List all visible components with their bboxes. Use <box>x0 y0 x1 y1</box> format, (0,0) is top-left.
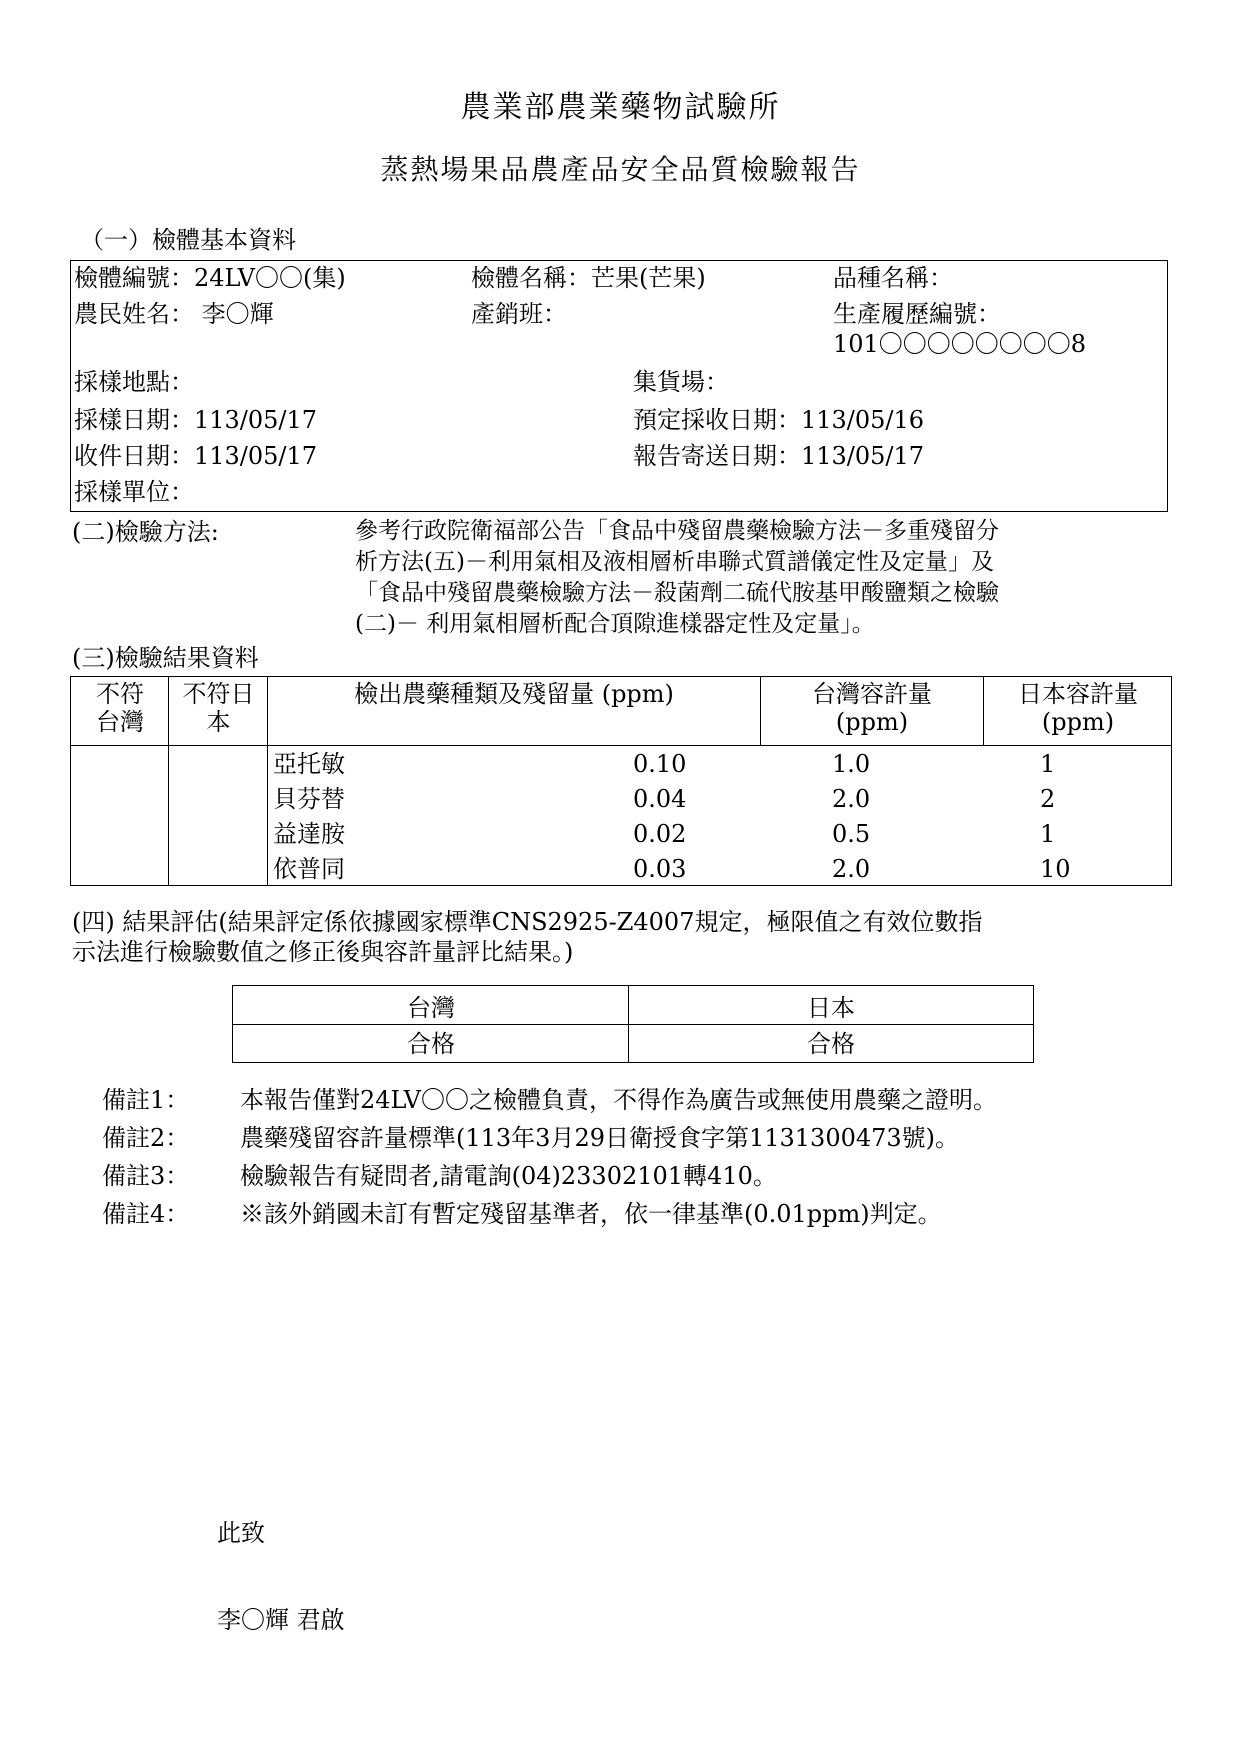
method-line-4: (二)－ 利用氣相層析配合頂隙進樣器定性及定量」。 <box>355 611 875 637</box>
farmer-name: 農民姓名： 李〇輝 <box>74 300 274 328</box>
note-text: ※該外銷國未訂有暫定殘留基準者，依一律基準(0.01ppm)判定。 <box>240 1200 942 1228</box>
recipient: 李〇輝 君啟 <box>217 1606 345 1634</box>
tw-limit-value: 1.0 <box>832 750 871 778</box>
org-title: 農業部農業藥物試驗所 <box>460 90 781 125</box>
basic-info-box <box>70 260 1168 512</box>
eval-header-jp: 日本 <box>807 994 855 1022</box>
section3-heading: (三)檢驗結果資料 <box>72 644 259 672</box>
residue-value: 0.03 <box>633 855 687 883</box>
residue-value: 0.04 <box>633 785 687 813</box>
tw-limit-value: 2.0 <box>832 785 871 813</box>
report-date: 報告寄送日期：113/05/17 <box>633 442 925 470</box>
note-label: 備註1： <box>102 1086 190 1114</box>
th-tw-fail-2: 台灣 <box>96 708 144 736</box>
jp-limit-value: 2 <box>1040 785 1056 813</box>
method-line-3: 「食品中殘留農藥檢驗方法－殺菌劑二硫代胺基甲酸鹽類之檢驗 <box>355 580 999 606</box>
sample-no: 檢體編號：24LV〇〇(集) <box>74 264 346 292</box>
th-pesticide: 檢出農藥種類及殘留量 (ppm) <box>354 680 674 708</box>
pesticide-name: 貝芬替 <box>273 785 345 813</box>
sample-site: 採樣地點： <box>74 368 194 396</box>
variety: 品種名稱： <box>833 264 953 292</box>
eval-result-jp: 合格 <box>807 1030 855 1058</box>
residue-value: 0.10 <box>633 750 687 778</box>
sample-name: 檢體名稱：芒果(芒果) <box>471 264 706 292</box>
eval-result-tw: 合格 <box>407 1030 455 1058</box>
note-text: 檢驗報告有疑問者,請電詢(04)23302101轉410。 <box>240 1162 777 1190</box>
jp-limit-value: 1 <box>1040 750 1056 778</box>
pesticide-name: 依普同 <box>273 855 345 883</box>
th-tw-fail-1: 不符 <box>96 680 144 708</box>
receive-date: 收件日期：113/05/17 <box>74 442 318 470</box>
tw-limit-value: 0.5 <box>832 820 871 848</box>
residue-value: 0.02 <box>633 820 687 848</box>
section4-line-1: (四) 結果評估(結果評定係依據國家標準CNS2925-Z4007規定，極限值之有效位數指 <box>72 908 983 936</box>
jp-limit-value: 1 <box>1040 820 1056 848</box>
note-label: 備註2： <box>102 1124 190 1152</box>
collection-site: 集貨場： <box>633 368 729 396</box>
pesticide-name: 益達胺 <box>273 820 345 848</box>
note-text: 本報告僅對24LV〇〇之檢體負責，不得作為廣告或無使用農藥之證明。 <box>240 1086 997 1114</box>
method-line-2: 析方法(五)－利用氣相及液相層析串聯式質譜儀定性及定量」及 <box>355 549 994 575</box>
coop: 產銷班： <box>471 300 567 328</box>
trace-label: 生產履歷編號： <box>833 300 1001 328</box>
th-tw-limit-2: (ppm) <box>835 708 909 736</box>
eval-header-tw: 台灣 <box>407 994 455 1022</box>
note-label: 備註4： <box>102 1200 190 1228</box>
harvest-date: 預定採收日期：113/05/16 <box>633 406 925 434</box>
section2-heading: (二)檢驗方法: <box>72 518 219 546</box>
th-jp-limit-1: 日本容許量 <box>1018 680 1138 708</box>
section1-heading: （一）檢體基本資料 <box>80 226 296 254</box>
note-label: 備註3： <box>102 1162 190 1190</box>
salutation: 此致 <box>217 1519 265 1547</box>
note-text: 農藥殘留容許量標準(113年3月29日衛授食字第1131300473號)。 <box>240 1124 960 1152</box>
sample-unit: 採樣單位： <box>74 478 194 506</box>
th-tw-limit-1: 台灣容許量 <box>812 680 932 708</box>
tw-limit-value: 2.0 <box>832 855 871 883</box>
sample-date: 採樣日期：113/05/17 <box>74 406 318 434</box>
method-line-1: 參考行政院衛福部公告「食品中殘留農藥檢驗方法－多重殘留分 <box>355 518 999 544</box>
th-jp-fail-1: 不符日 <box>182 680 255 708</box>
pesticide-name: 亞托敏 <box>273 750 345 778</box>
trace-value: 101〇〇〇〇〇〇〇〇8 <box>833 330 1087 358</box>
th-jp-fail-2: 本 <box>206 708 231 736</box>
report-title: 蒸熱場果品農產品安全品質檢驗報告 <box>380 153 861 186</box>
th-jp-limit-2: (ppm) <box>1041 708 1115 736</box>
section4-line-2: 示法進行檢驗數值之修正後與容許量評比結果。) <box>72 938 574 966</box>
jp-limit-value: 10 <box>1040 855 1071 883</box>
